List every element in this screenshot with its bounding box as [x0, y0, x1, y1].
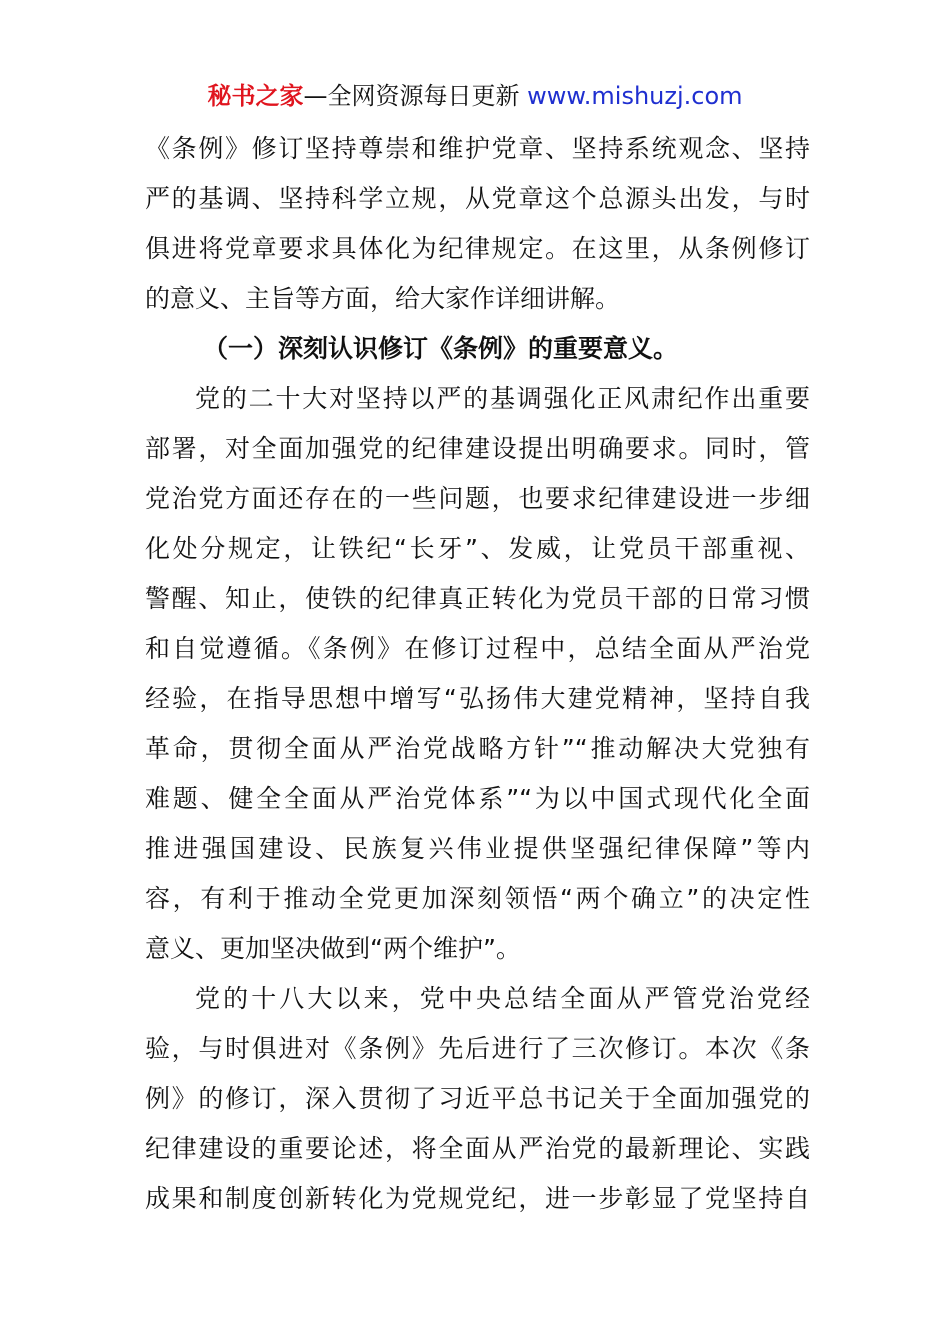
site-header [0, 80, 950, 112]
document-body [145, 124, 810, 1224]
body-line: 革命，贯彻全面从严治党战略方针”“推动解决大党独有 [145, 734, 810, 763]
body-line: 意义、更加坚决做到“两个维护”。 [145, 934, 521, 963]
body-line: 难题、健全全面从严治党体系”“为以中国式现代化全面 [145, 784, 810, 813]
body-line: 和自觉遵循。《条例》在修订过程中，总结全面从严治党 [145, 634, 810, 663]
site-url-link[interactable]: www.mishuzj.com [527, 82, 743, 110]
body-line: 经验，在指导思想中增写“弘扬伟大建党精神，坚持自我 [145, 684, 810, 713]
body-line: 化处分规定，让铁纪“长牙”、发威，让党员干部重视、 [145, 534, 810, 563]
body-line: 成果和制度创新转化为党规党纪，进一步彰显了党坚持自 [145, 1184, 810, 1213]
body-line: 警醒、知止，使铁的纪律真正转化为党员干部的日常习惯 [145, 584, 810, 613]
body-line: 例》的修订，深入贯彻了习近平总书记关于全面加强党的 [145, 1084, 810, 1113]
body-line: 部署，对全面加强党的纪律建设提出明确要求。同时，管 [145, 434, 810, 463]
body-line: 党治党方面还存在的一些问题，也要求纪律建设进一步细 [145, 484, 810, 513]
body-line: 俱进将党章要求具体化为纪律规定。在这里，从条例修订 [145, 234, 810, 263]
body-line: 严的基调、坚持科学立规，从党章这个总源头出发，与时 [145, 184, 810, 213]
body-line: 《条例》修订坚持尊崇和维护党章、坚持系统观念、坚持 [145, 134, 810, 163]
body-line: 的意义、主旨等方面，给大家作详细讲解。 [145, 284, 621, 313]
body-line: 容，有利于推动全党更加深刻领悟“两个确立”的决定性 [145, 884, 810, 913]
site-tagline: —全网资源每日更新 [303, 82, 528, 110]
body-line: 纪律建设的重要论述，将全面从严治党的最新理论、实践 [145, 1134, 810, 1163]
body-line: 党的十八大以来，党中央总结全面从严管党治党经 [195, 984, 810, 1013]
section-heading: （一）深刻认识修订《条例》的重要意义。 [203, 334, 679, 363]
body-line: 验，与时俱进对《条例》先后进行了三次修订。本次《条 [145, 1034, 810, 1063]
site-brand[interactable]: 秘书之家 [207, 82, 304, 110]
body-line: 党的二十大对坚持以严的基调强化正风肃纪作出重要 [195, 384, 810, 413]
body-line: 推进强国建设、民族复兴伟业提供坚强纪律保障”等内 [145, 834, 810, 863]
